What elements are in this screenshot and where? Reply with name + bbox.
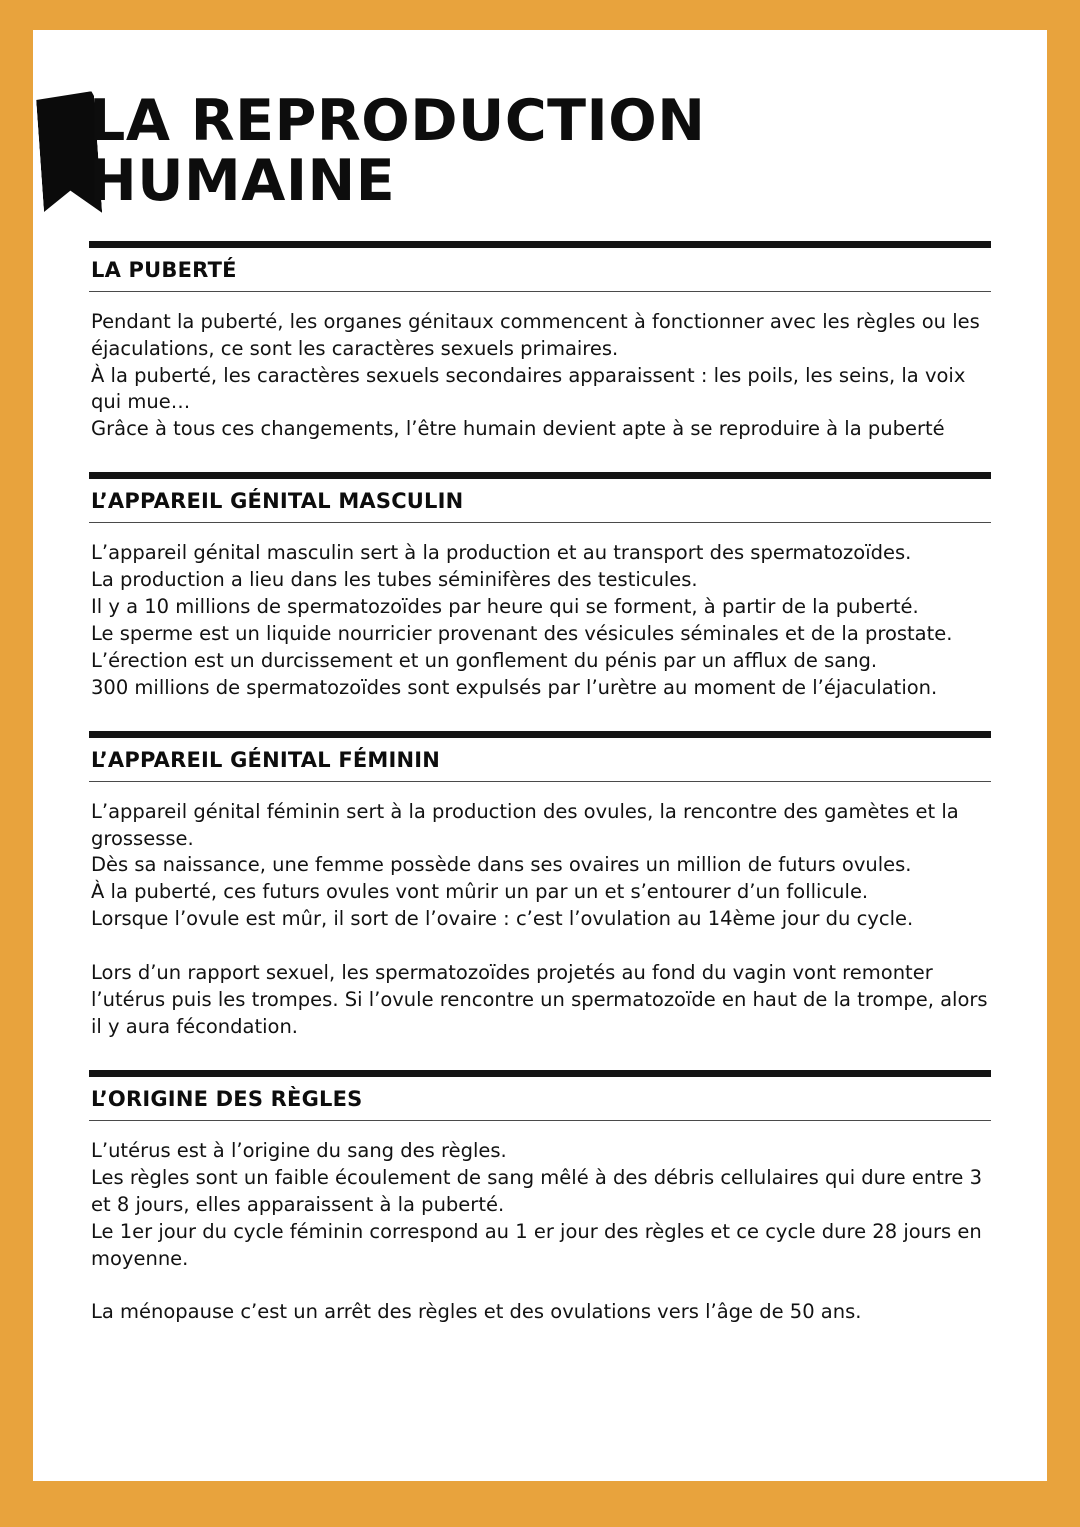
paragraph: Le sperme est un liquide nourricier provenant des vésicules séminales et de la prostate. bbox=[91, 621, 953, 645]
paragraph: Dès sa naissance, une femme possède dans ses ovaires un million de futurs ovules. bbox=[91, 853, 912, 877]
section-appareil-masculin bbox=[89, 472, 991, 701]
section-divider-bar bbox=[89, 241, 991, 248]
section-underline bbox=[89, 1120, 991, 1121]
section-appareil-feminin bbox=[89, 731, 991, 1041]
page-title-line2: HUMAINE bbox=[89, 147, 396, 214]
paragraph: 300 millions de spermatozoïdes sont expulsés par l’urètre au moment de l’éjaculation. bbox=[91, 675, 938, 699]
section-title: L’APPAREIL GÉNITAL FÉMININ bbox=[91, 747, 441, 772]
paragraph: Le 1er jour du cycle féminin correspond au 1 er jour des règles et ce cycle dure 28 jours en moyenne. bbox=[91, 1219, 982, 1270]
section-body bbox=[89, 309, 991, 444]
paragraph: Grâce à tous ces changements, l’être humain devient apte à se reproduire à la puberté bbox=[91, 417, 945, 441]
section-title: L’APPAREIL GÉNITAL MASCULIN bbox=[91, 489, 464, 514]
section-origine-regles bbox=[89, 1070, 991, 1326]
paragraph: Il y a 10 millions de spermatozoïdes par heure qui se forment, à partir de la puberté. bbox=[91, 595, 919, 619]
paragraph: Les règles sont un faible écoulement de sang mêlé à des débris cellulaires qui dure entre 3 et 8 jours, elles apparaissent à la puberté. bbox=[91, 1165, 983, 1216]
paragraph: Lorsque l’ovule est mûr, il sort de l’ovaire : c’est l’ovulation au 14ème jour du cycle. bbox=[91, 907, 914, 931]
section-title: L’ORIGINE DES RÈGLES bbox=[91, 1086, 363, 1111]
paragraph: La production a lieu dans les tubes séminifères des testicules. bbox=[91, 568, 698, 592]
document-content bbox=[89, 88, 991, 1326]
paragraph: L’appareil génital féminin sert à la production des ovules, la rencontre des gamètes et la grossesse. bbox=[91, 799, 959, 850]
paragraph: L’utérus est à l’origine du sang des règles. bbox=[91, 1138, 507, 1162]
paragraph: Lors d’un rapport sexuel, les spermatozoïdes projetés au fond du vagin vont remonter l’utérus puis les trompes. Si l’ovule rencontre un spermatozoïde en haut de la trompe, alors il y aura fécondation. bbox=[91, 961, 988, 1038]
section-puberte bbox=[89, 241, 991, 444]
section-underline bbox=[89, 781, 991, 782]
paragraph: À la puberté, ces futurs ovules vont mûrir un par un et s’entourer d’un follicule. bbox=[91, 880, 869, 904]
section-body bbox=[89, 799, 991, 1041]
section-divider-bar bbox=[89, 472, 991, 479]
page-title bbox=[89, 88, 991, 214]
page-title-line1: LA REPRODUCTION bbox=[89, 88, 706, 154]
section-body bbox=[89, 540, 991, 701]
paragraph: Pendant la puberté, les organes génitaux commencent à fonctionner avec les règles ou les éjaculations, ce sont les caractères sexuels primaires. bbox=[91, 309, 980, 360]
paragraph: L’appareil génital masculin sert à la production et au transport des spermatozoïdes. bbox=[91, 541, 912, 565]
paragraph: L’érection est un durcissement et un gonflement du pénis par un afflux de sang. bbox=[91, 648, 878, 672]
paragraph: La ménopause c’est un arrêt des règles et des ovulations vers l’âge de 50 ans. bbox=[91, 1300, 862, 1324]
paragraph: À la puberté, les caractères sexuels secondaires apparaissent : les poils, les seins, la voix qui mue… bbox=[91, 363, 966, 414]
section-divider-bar bbox=[89, 731, 991, 738]
section-title: LA PUBERTÉ bbox=[91, 257, 237, 282]
section-body bbox=[89, 1138, 991, 1326]
section-underline bbox=[89, 291, 991, 292]
section-underline bbox=[89, 522, 991, 523]
section-divider-bar bbox=[89, 1070, 991, 1077]
